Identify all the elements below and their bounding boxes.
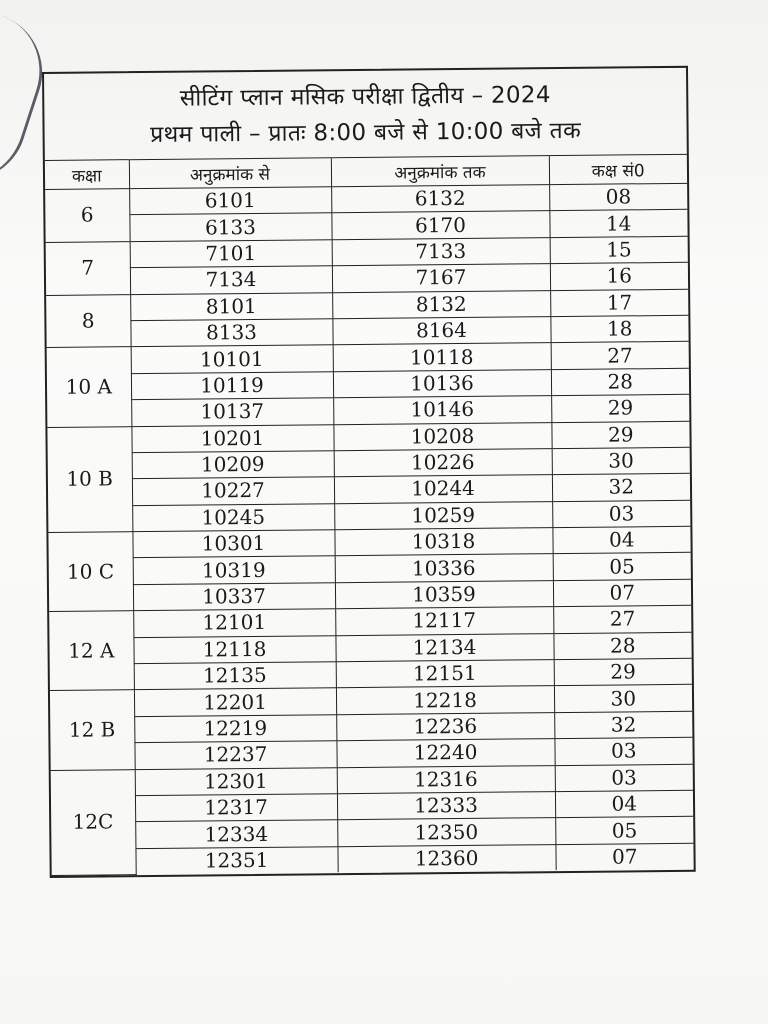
roll-to-cell: 7133	[332, 237, 550, 265]
title-line-1: सीटिंग प्लान मसिक परीक्षा द्वितीय – 2024	[179, 82, 551, 112]
roll-from-cell: 10245	[132, 503, 334, 531]
roll-from-cell: 10119	[131, 371, 333, 399]
roll-to-cell: 10226	[334, 449, 552, 477]
room-cell: 17	[550, 289, 688, 317]
room-cell: 08	[549, 183, 687, 211]
roll-from-cell: 10301	[132, 530, 334, 558]
room-cell: 30	[552, 447, 690, 475]
roll-from-cell: 10227	[132, 477, 334, 505]
class-cell: 8	[46, 294, 131, 348]
room-cell: 27	[553, 606, 691, 634]
roll-from-cell: 8133	[130, 319, 332, 347]
roll-from-cell: 12135	[134, 662, 336, 690]
room-cell: 04	[552, 526, 690, 554]
roll-to-cell: 12117	[335, 607, 553, 635]
room-cell: 05	[555, 817, 693, 845]
roll-to-cell: 10136	[333, 369, 551, 397]
roll-to-cell: 10318	[334, 528, 552, 556]
table-body	[45, 183, 694, 875]
class-cell: 12 B	[50, 690, 135, 770]
roll-to-cell: 12316	[337, 765, 555, 793]
header-roll-from: अनुक्रमांक से	[129, 158, 331, 188]
roll-from-cell: 12237	[134, 741, 336, 769]
roll-to-cell: 7167	[332, 264, 550, 292]
roll-to-cell: 10118	[333, 343, 551, 371]
room-cell: 05	[553, 553, 691, 581]
room-cell: 15	[550, 236, 688, 264]
class-cell: 10 B	[47, 426, 132, 532]
roll-to-cell: 8164	[332, 317, 550, 345]
roll-from-cell: 12334	[135, 820, 337, 848]
roll-from-cell: 12101	[133, 609, 335, 637]
room-cell: 27	[551, 342, 689, 370]
roll-to-cell: 12218	[336, 686, 554, 714]
room-cell: 07	[555, 843, 693, 870]
roll-from-cell: 6101	[129, 187, 331, 215]
class-cell: 7	[46, 241, 131, 295]
roll-to-cell: 10259	[334, 501, 552, 529]
header-roll-to: अनुक्रमांक तक	[331, 156, 549, 187]
seating-plan-sheet	[42, 66, 696, 878]
room-cell: 28	[553, 632, 691, 660]
room-cell: 03	[555, 764, 693, 792]
roll-to-cell: 6132	[331, 185, 549, 213]
roll-from-cell: 10201	[131, 424, 333, 452]
room-cell: 29	[551, 394, 689, 422]
roll-to-cell: 8132	[332, 290, 550, 318]
roll-to-cell: 12333	[337, 792, 555, 820]
room-cell: 30	[554, 685, 692, 713]
roll-from-cell: 12118	[133, 635, 335, 663]
roll-from-cell: 12219	[134, 715, 336, 743]
roll-to-cell: 6170	[331, 211, 549, 239]
roll-from-cell: 7134	[130, 266, 332, 294]
room-cell: 04	[555, 790, 693, 818]
roll-to-cell: 12236	[336, 712, 554, 740]
class-cell: 12C	[51, 769, 136, 875]
roll-from-cell: 12301	[135, 767, 337, 795]
roll-from-cell: 10137	[131, 398, 333, 426]
roll-to-cell: 12240	[336, 739, 554, 767]
room-cell: 14	[549, 210, 687, 238]
roll-from-cell: 12201	[134, 688, 336, 716]
roll-to-cell: 10359	[335, 580, 553, 608]
room-cell: 29	[551, 421, 689, 449]
header-class: कक्षा	[45, 160, 129, 189]
room-cell: 03	[552, 500, 690, 528]
roll-to-cell: 12151	[336, 660, 554, 688]
table-row	[51, 843, 693, 875]
roll-from-cell: 10209	[132, 451, 334, 479]
room-cell: 32	[552, 474, 690, 502]
roll-to-cell: 10244	[334, 475, 552, 503]
room-cell: 32	[554, 711, 692, 739]
class-cell: 10 A	[47, 347, 132, 427]
roll-from-cell: 10337	[133, 583, 335, 611]
roll-from-cell: 10319	[133, 556, 335, 584]
roll-from-cell: 6133	[129, 213, 331, 241]
roll-from-cell: 10101	[131, 345, 333, 373]
header-room-no: कक्ष सं0	[549, 155, 687, 185]
room-cell: 03	[554, 737, 692, 765]
room-cell: 18	[550, 315, 688, 343]
room-cell: 16	[550, 262, 688, 290]
roll-from-cell: 12317	[135, 794, 337, 822]
class-cell: 6	[45, 189, 130, 243]
roll-from-cell: 12351	[135, 846, 337, 874]
roll-to-cell: 12350	[337, 818, 555, 846]
roll-to-cell: 10208	[333, 422, 551, 450]
room-cell: 29	[554, 658, 692, 686]
room-cell: 28	[551, 368, 689, 396]
class-cell: 10 C	[48, 532, 133, 612]
roll-to-cell: 10336	[335, 554, 553, 582]
roll-from-cell: 8101	[130, 292, 332, 320]
class-cell: 12 A	[49, 611, 134, 691]
roll-to-cell: 12134	[335, 633, 553, 661]
room-cell: 07	[553, 579, 691, 607]
seating-table	[45, 155, 694, 876]
title-block	[44, 68, 687, 161]
roll-from-cell: 7101	[130, 240, 332, 268]
title-line-2: प्रथम पाली – प्रातः 8:00 बजे से 10:00 बजे तक	[150, 117, 582, 148]
roll-to-cell: 10146	[333, 396, 551, 424]
roll-to-cell: 12360	[337, 844, 555, 872]
